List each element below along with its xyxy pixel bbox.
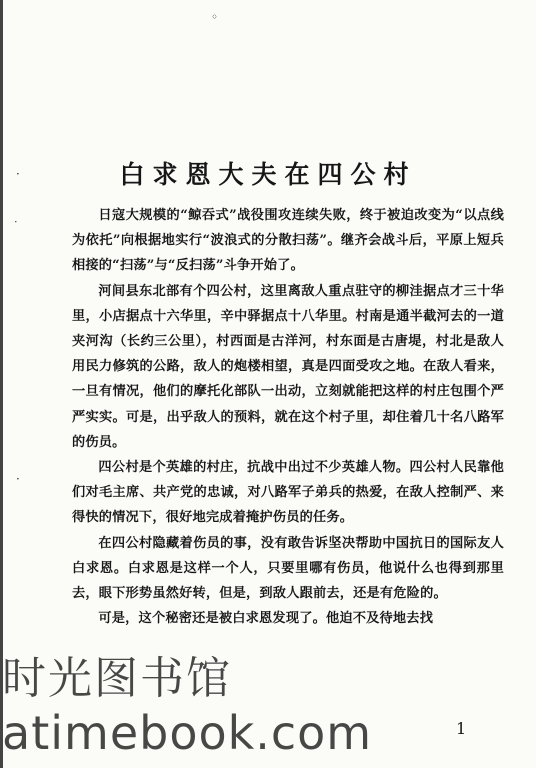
scan-speck: ◦	[211, 10, 219, 24]
page-number: 1	[456, 719, 467, 738]
paragraph: 河间县东北部有个四公村，这里离敌人重点驻守的柳洼据点才三十华里，小店据点十六华里，辛中驿据点十八华里。村南是通半截河去的一道夹河沟（长约三公里），村西面是古洋河，村东面是古唐堤，村北是敌人用民力修筑的公路，敌人的炮楼相望，真是四面受攻之地。在敌人看来，一旦有情况，他们的摩托化部队一出动，立刻就能把这样的村庄包围个严严实实。可是，出乎敌人的预料，就在这个村子里，却住着几十名八路军的伤员。	[72, 283, 504, 450]
scan-speck: ·	[16, 472, 20, 486]
scan-speck: ᐧ	[14, 215, 18, 229]
paragraph: 日寇大规模的“鲸吞式”战役围攻连续失败，终于被迫改变为“以点线为依托”向根据地实行“波浪式的分散扫荡”。继齐会战斗后，平原上短兵相接的“扫荡”与“反扫荡”斗争开始了。	[72, 208, 504, 274]
article-body	[72, 203, 504, 631]
page-title: 白求恩大夫在四公村	[119, 159, 417, 189]
page-binding-edge	[0, 0, 3, 768]
scan-speck: ·	[16, 167, 20, 181]
watermark-url: atimebook.com	[2, 706, 373, 760]
paragraph: 在四公村隐藏着伤员的事，没有敢告诉坚决帮助中国抗日的国际友人白求恩。白求恩是这样一个人，只要里哪有伤员，他说什么也得到那里去，眼下形势虽然好转，但是，到敌人跟前去，还是有危险的。	[72, 535, 504, 602]
paragraph: 四公村是个英雄的村庄，抗战中出过不少英雄人物。四公村人民靠他们对毛主席、共产党的忠诚，对八路军子弟兵的热爱，在敌人控制严、来得快的情况下，很好地完成着掩护伤员的任务。	[72, 460, 504, 526]
paragraph: 可是，这个秘密还是被白求恩发现了。他迫不及待地去找	[98, 611, 434, 627]
watermark-site-name: 时光图书馆	[2, 653, 232, 704]
watermark	[0, 648, 536, 768]
